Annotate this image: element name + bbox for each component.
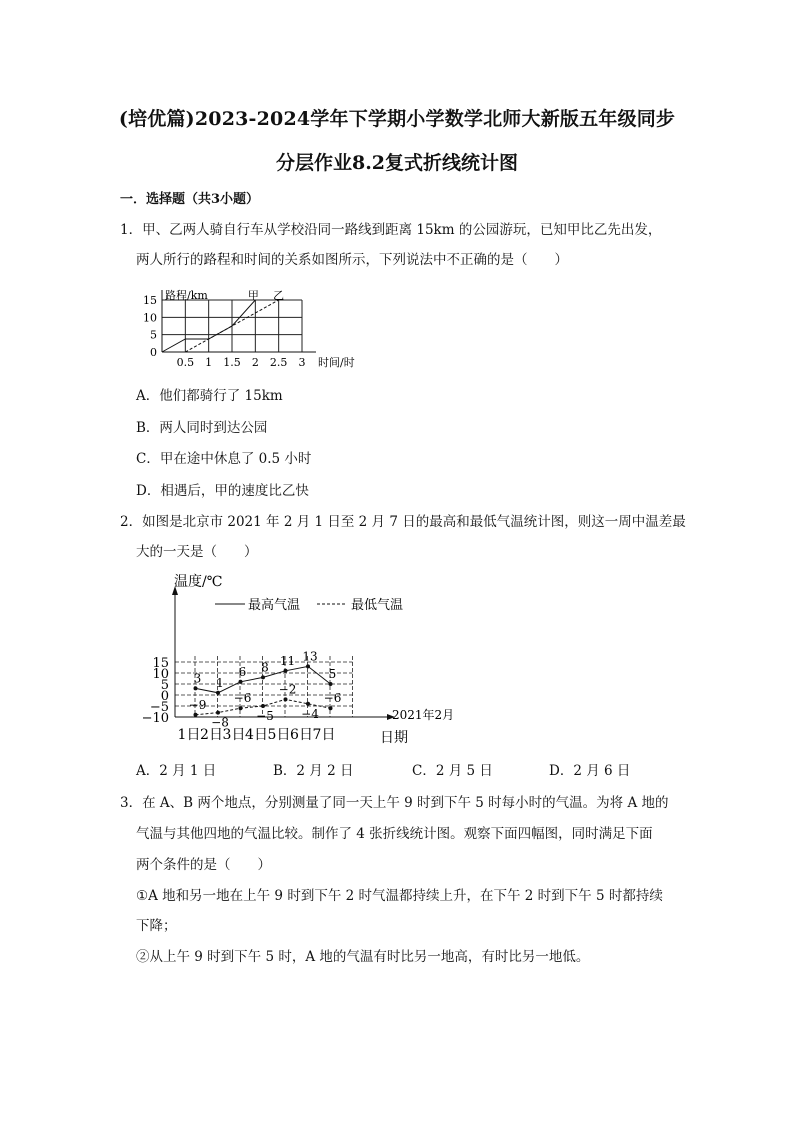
title-line-1: (培优篇)2023-2024学年下学期小学数学北师大新版五年级同步: [118, 108, 676, 130]
x-tick-label: 3: [298, 356, 306, 369]
data-point-low: [284, 697, 288, 701]
q2-stem-line-1: 2．如图是北京市 2021 年 2 月 1 日至 2 月 7 日的最高和最低气温统计图，则这一周中温差最: [120, 514, 686, 530]
section-heading: 一．选择题（共3小题）: [120, 192, 260, 207]
q2-stem-line-2: 大的一天是（ ）: [136, 544, 258, 560]
q2-option-a[interactable]: A．2 月 1 日: [136, 763, 217, 779]
data-point-high: [261, 675, 265, 679]
y-tick-label: −10: [141, 711, 169, 726]
data-point-high: [329, 682, 333, 686]
q3-stem-line-2: 气温与其他四地的气温比较。制作了 4 张折线统计图。观察下面四幅图，同时满足下面: [136, 826, 653, 842]
q2-temperature-chart: [140, 566, 460, 748]
x-tick-label: 1.5: [223, 356, 241, 369]
data-label-high: 8: [261, 660, 269, 675]
y-tick-label: 0: [150, 346, 157, 359]
x-tick-label: 0.5: [176, 356, 195, 369]
q2-option-c[interactable]: C．2 月 5 日: [412, 763, 493, 779]
q3-condition-1-line-1: ①A 地和另一地在上午 9 时到下午 2 时气温都持续上升，在下午 2 时到下午 5 时都持续: [136, 888, 663, 904]
y-axis-label: 路程/km: [165, 289, 208, 302]
data-label-high: 3: [193, 671, 202, 686]
q3-condition-1-line-2: 下降；: [136, 918, 177, 934]
data-point-low: [239, 706, 243, 710]
data-label-low: −4: [301, 706, 319, 721]
y-tick-label: 5: [160, 678, 169, 693]
series-label-jia: 甲: [247, 289, 259, 302]
x-tick-label: 4日: [245, 727, 268, 743]
data-point-low: [194, 713, 198, 717]
q3-stem-line-1: 3．在 A、B 两个地点，分别测量了同一天上午 9 时到下午 5 时每小时的气温。为将 A 地的: [120, 795, 669, 811]
data-point-high: [306, 664, 310, 668]
x-tick-label: 2.5: [269, 356, 288, 369]
data-label-low: −5: [256, 709, 274, 723]
period-label: 2021年2月: [392, 708, 455, 722]
data-point-low: [261, 704, 265, 708]
y-tick-label: 10: [152, 667, 169, 682]
q2-option-d[interactable]: D．2 月 6 日: [549, 763, 631, 779]
y-tick-label: 0: [160, 689, 169, 704]
q1-option-d[interactable]: D．相遇后，甲的速度比乙快: [136, 483, 309, 499]
y-tick-label: 10: [143, 311, 157, 325]
data-point-high: [239, 680, 243, 684]
x-tick-label: 5日: [267, 727, 291, 743]
q1-stem-line-2: 两人所行的路程和时间的关系如图所示，下列说法中不正确的是（ ）: [136, 252, 568, 268]
title-line-2: 分层作业8.2复式折线统计图: [275, 152, 519, 174]
q1-option-b[interactable]: B．两人同时到达公园: [136, 420, 268, 436]
data-point-high: [284, 669, 288, 673]
data-label-low: −6: [323, 691, 342, 706]
x-tick-label: 2日: [200, 727, 223, 743]
data-label-high: 5: [328, 667, 337, 681]
legend-label-low: 最低气温: [351, 598, 404, 613]
data-label-high: 1: [216, 675, 224, 690]
x-tick-label: 6日: [290, 727, 313, 743]
x-axis-label: 日期: [380, 730, 408, 746]
y-axis-label: 温度/℃: [174, 574, 223, 590]
data-label-low: −9: [188, 697, 207, 712]
y-tick-label: −5: [149, 700, 169, 715]
x-tick-label: 3日: [222, 727, 246, 743]
q1-option-c[interactable]: C．甲在途中休息了 0.5 小时: [136, 451, 312, 467]
data-label-low: −2: [278, 682, 297, 697]
data-label-high: 6: [238, 664, 247, 679]
y-tick-label: 5: [150, 328, 157, 342]
x-tick-label: 1: [205, 356, 213, 369]
x-tick-label: 1日: [177, 727, 201, 743]
data-point-low: [306, 702, 310, 706]
q1-distance-time-chart: [140, 280, 380, 375]
x-tick-label: 2: [251, 356, 259, 369]
y-tick-label: 15: [152, 656, 169, 671]
data-label-low: −8: [211, 715, 229, 730]
q1-stem-line-1: 1．甲、乙两人骑自行车从学校沿同一路线到距离 15km 的公园游玩，已知甲比乙先出发，: [120, 222, 662, 238]
x-axis-label: 时间/时: [318, 356, 355, 369]
data-point-high: [216, 691, 220, 695]
data-point-low: [329, 706, 333, 710]
legend-label-high: 最高气温: [248, 598, 301, 613]
q1-option-a[interactable]: A．他们都骑行了 15km: [136, 388, 283, 404]
series-label-yi: 乙: [273, 289, 285, 302]
data-label-low: −6: [233, 691, 252, 706]
q3-stem-line-3: 两个条件的是（ ）: [136, 857, 271, 873]
q2-option-b[interactable]: B．2 月 2 日: [273, 763, 354, 779]
data-point-high: [194, 686, 198, 690]
x-tick-label: 7日: [312, 727, 336, 743]
y-tick-label: 15: [143, 294, 157, 307]
data-label-high: 13: [302, 649, 318, 664]
data-point-low: [216, 711, 220, 715]
data-label-high: 11: [279, 653, 296, 668]
q3-condition-2: ②从上午 9 时到下午 5 时，A 地的气温有时比另一地高，有时比另一地低。: [136, 949, 590, 965]
